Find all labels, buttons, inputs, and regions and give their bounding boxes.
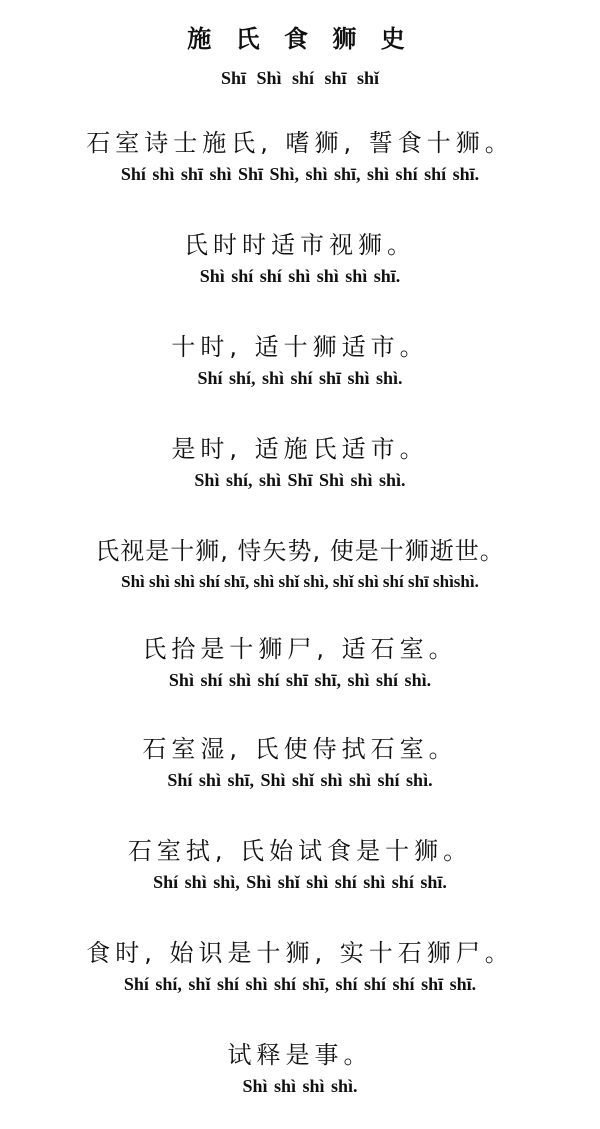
verse-pinyin: Shí shí, shì shí shī shì shì.	[197, 368, 403, 388]
verse-8	[0, 836, 600, 894]
verse-pinyin: Shí shì shī shì Shī Shì, shì shī, shì shí shí shī.	[120, 164, 480, 184]
verse-4	[0, 434, 600, 492]
verse-pinyin: Shì shì shì shì.	[242, 1076, 358, 1096]
verse-6	[0, 634, 600, 692]
verse-pinyin: Shí shì shì, Shì shǐ shì shí shì shí shī.	[153, 872, 447, 892]
verse-hanzi: 石室湿, 氏使侍拭石室。	[142, 735, 458, 763]
verse-hanzi: 食时, 始识是十狮, 实十石狮尸。	[86, 939, 514, 967]
verse-hanzi: 试释是事。	[227, 1041, 373, 1069]
verse-pinyin: Shì shí shí shì shì shì shī.	[199, 266, 401, 286]
poem-title: 施 氏 食 狮 史	[187, 25, 413, 53]
verse-hanzi: 是时, 适施氏适市。	[171, 435, 429, 463]
verse-2	[0, 230, 600, 288]
verse-pinyin: Shí shí, shǐ shí shì shí shī, shí shí shí shī shī.	[123, 974, 477, 994]
verse-1	[0, 128, 600, 186]
verse-9	[0, 938, 600, 996]
verse-3	[0, 332, 600, 390]
verse-7	[0, 734, 600, 792]
verse-hanzi: 石室拭, 氏始试食是十狮。	[127, 837, 473, 865]
verse-pinyin: Shì shì shì shí shī, shì shǐ shì, shǐ shì shí shī shìshì.	[121, 572, 479, 591]
verse-pinyin: Shí shì shī, Shì shǐ shì shì shí shì.	[167, 770, 433, 790]
verse-hanzi: 氏时时适市视狮。	[184, 231, 416, 259]
verse-hanzi: 十时, 适十狮适市。	[171, 333, 429, 361]
poem-title-pinyin: Shī Shì shí shī shǐ	[220, 68, 380, 88]
verse-hanzi: 氏拾是十狮尸, 适石室。	[142, 635, 458, 663]
verse-hanzi: 氏视是十狮, 恃矢势, 使是十狮逝世。	[95, 537, 505, 565]
verse-5	[0, 536, 600, 594]
verse-pinyin: Shì shí shì shí shī shī, shì shí shì.	[168, 670, 432, 690]
verse-10	[0, 1040, 600, 1098]
verse-pinyin: Shì shí, shì Shī Shì shì shì.	[194, 470, 406, 490]
verse-hanzi: 石室诗士施氏, 嗜狮, 誓食十狮。	[86, 129, 514, 157]
